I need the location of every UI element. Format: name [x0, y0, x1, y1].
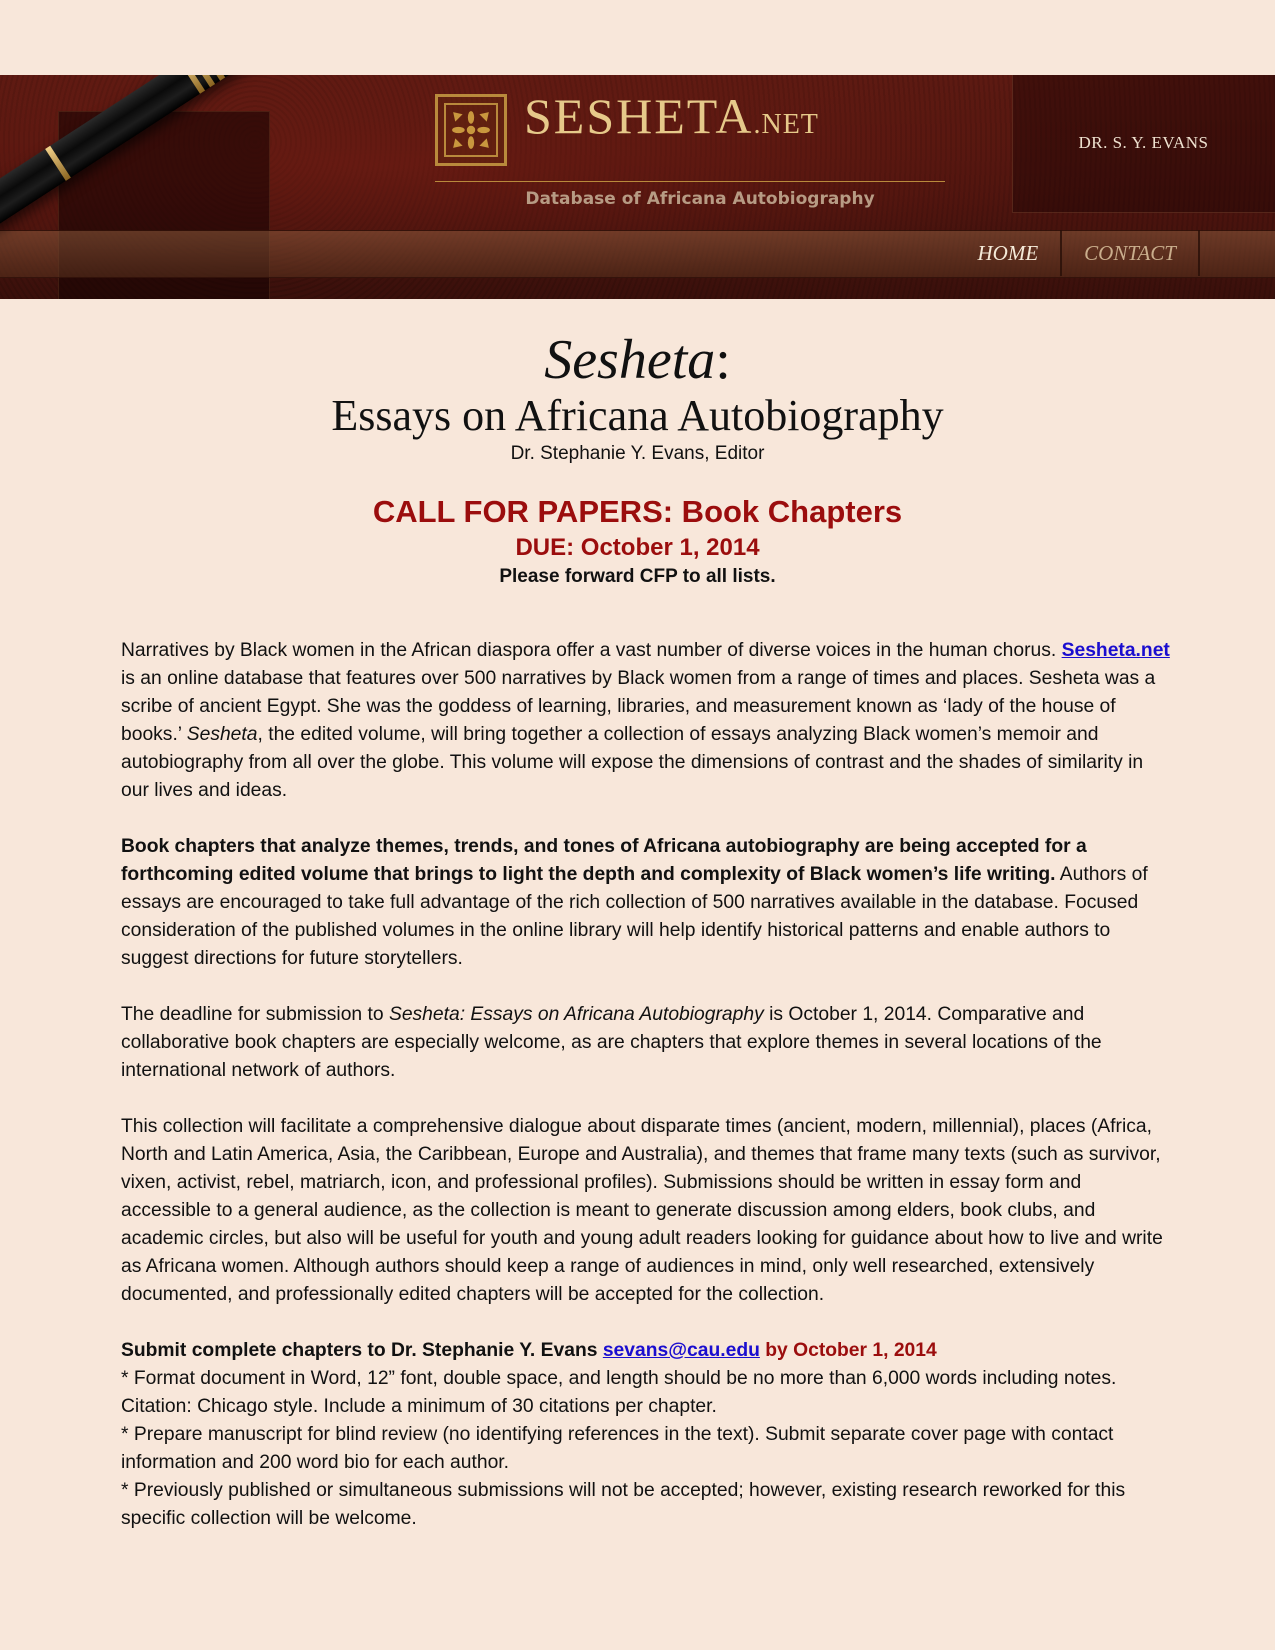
italic-run: Sesheta — [186, 724, 258, 745]
due-date: DUE: October 1, 2014 — [515, 534, 760, 561]
book-title-colon: : — [715, 329, 731, 391]
instruction-format: * Format document in Word, 12” font, double space, and length should be no more than 6,000 words including notes. Citation: Chicago style. Include a minimum of 30 citations per chapter. — [121, 1368, 1117, 1417]
text-run: Narratives by Black women in the African diaspora offer a vast number of diverse voices in the human chorus. — [121, 640, 1062, 661]
main-nav — [956, 230, 1200, 276]
text-run: Authors of essays are encouraged to take full advantage of the rich collection of 500 narratives available in the database. Focused consideration of the published volumes in the online library will help identify historical patterns and enable authors to suggest directions for future storytellers. — [121, 864, 1148, 969]
ornamental-logo-icon[interactable] — [435, 94, 507, 166]
editor-line: Dr. Stephanie Y. Evans, Editor — [510, 443, 765, 464]
body-text — [121, 637, 1171, 1533]
site-subtitle: Database of Africana Autobiography — [525, 189, 875, 209]
site-title[interactable] — [524, 87, 819, 145]
paragraph-collection: This collection will facilitate a comprehensive dialogue about disparate times (ancient, modern, millennial), places (Africa, North and Latin America, Asia, the Caribbean, Europe and Australia), and themes that frame many texts (such as survivor, vixen, activist, rebel, matriarch, icon, and professional profiles). Submissions should be written in essay form and accessible to a general audience, as the collection is meant to generate discussion among elders, book clubs, and academic circles, but also will be useful for youth and young adult readers looking for guidance about how to live and write as Africana women. Although authors should keep a range of audiences in mind, only well researched, extensively documented, and professionally edited chapters will be accepted for the collection. — [121, 1116, 1163, 1305]
cfp-heading: CALL FOR PAPERS: Book Chapters — [372, 494, 903, 529]
instruction-originality: * Previously published or simultaneous submissions will not be accepted; however, existing research reworked for this specific collection will be welcome. — [121, 1480, 1126, 1529]
paragraph-intro — [121, 637, 1171, 805]
paragraph-book-chapters — [121, 833, 1171, 973]
book-title-italic: Sesheta — [544, 329, 716, 391]
text-run: The deadline for submission to — [121, 1004, 389, 1025]
document — [0, 330, 1275, 590]
book-title — [0, 330, 1275, 390]
text-run: , the edited volume, will bring together a collection of essays analyzing Black women’s memoir and autobiography from all over the globe. This volume will expose the dimensions of contrast and the shades of similarity in our lives and ideas. — [121, 724, 1144, 801]
site-title-tld: .NET — [753, 109, 819, 140]
paragraph-deadline — [121, 1001, 1171, 1085]
submit-line — [121, 1337, 1171, 1365]
author-tag: DR. S. Y. EVANS — [1078, 133, 1209, 152]
italic-run: Sesheta: Essays on Africana Autobiography — [388, 1004, 764, 1025]
bold-run: Book chapters that analyze themes, trends, and tones of Africana autobiography are being accepted for a forthcoming edited volume that brings to light the depth and complexity of Black women’s life writing. — [121, 836, 1087, 885]
title-divider — [435, 181, 945, 182]
nav-contact-link[interactable]: CONTACT — [1062, 230, 1200, 276]
sesheta-link[interactable]: Sesheta.net — [1061, 640, 1170, 661]
submit-lead: Submit complete chapters to Dr. Stephanie Y. Evans — [121, 1340, 603, 1361]
submit-deadline: by October 1, 2014 — [759, 1340, 937, 1361]
submission-instructions — [121, 1337, 1171, 1533]
book-subtitle: Essays on Africana Autobiography — [331, 391, 944, 440]
site-banner — [0, 75, 1275, 299]
instruction-blind-review: * Prepare manuscript for blind review (no identifying references in the text). Submit separate cover page with contact information and 200 word bio for each author. — [121, 1424, 1114, 1473]
text-run: is October 1, 2014. Comparative and collaborative book chapters are especially welcome, as are chapters that explore themes in several locations of the international network of authors. — [121, 1004, 1102, 1081]
forward-note: Please forward CFP to all lists. — [499, 566, 776, 587]
email-link[interactable]: sevans@cau.edu — [602, 1340, 760, 1361]
nav-home-link[interactable]: HOME — [956, 230, 1063, 276]
site-title-main: SESHETA — [524, 88, 754, 144]
text-run: is an online database that features over 500 narratives by Black women from a range of times and places. Sesheta was a scribe of ancient Egypt. She was the goddess of learning, libraries, and measurement known as ‘lady of the house of books.’ — [121, 668, 1156, 745]
